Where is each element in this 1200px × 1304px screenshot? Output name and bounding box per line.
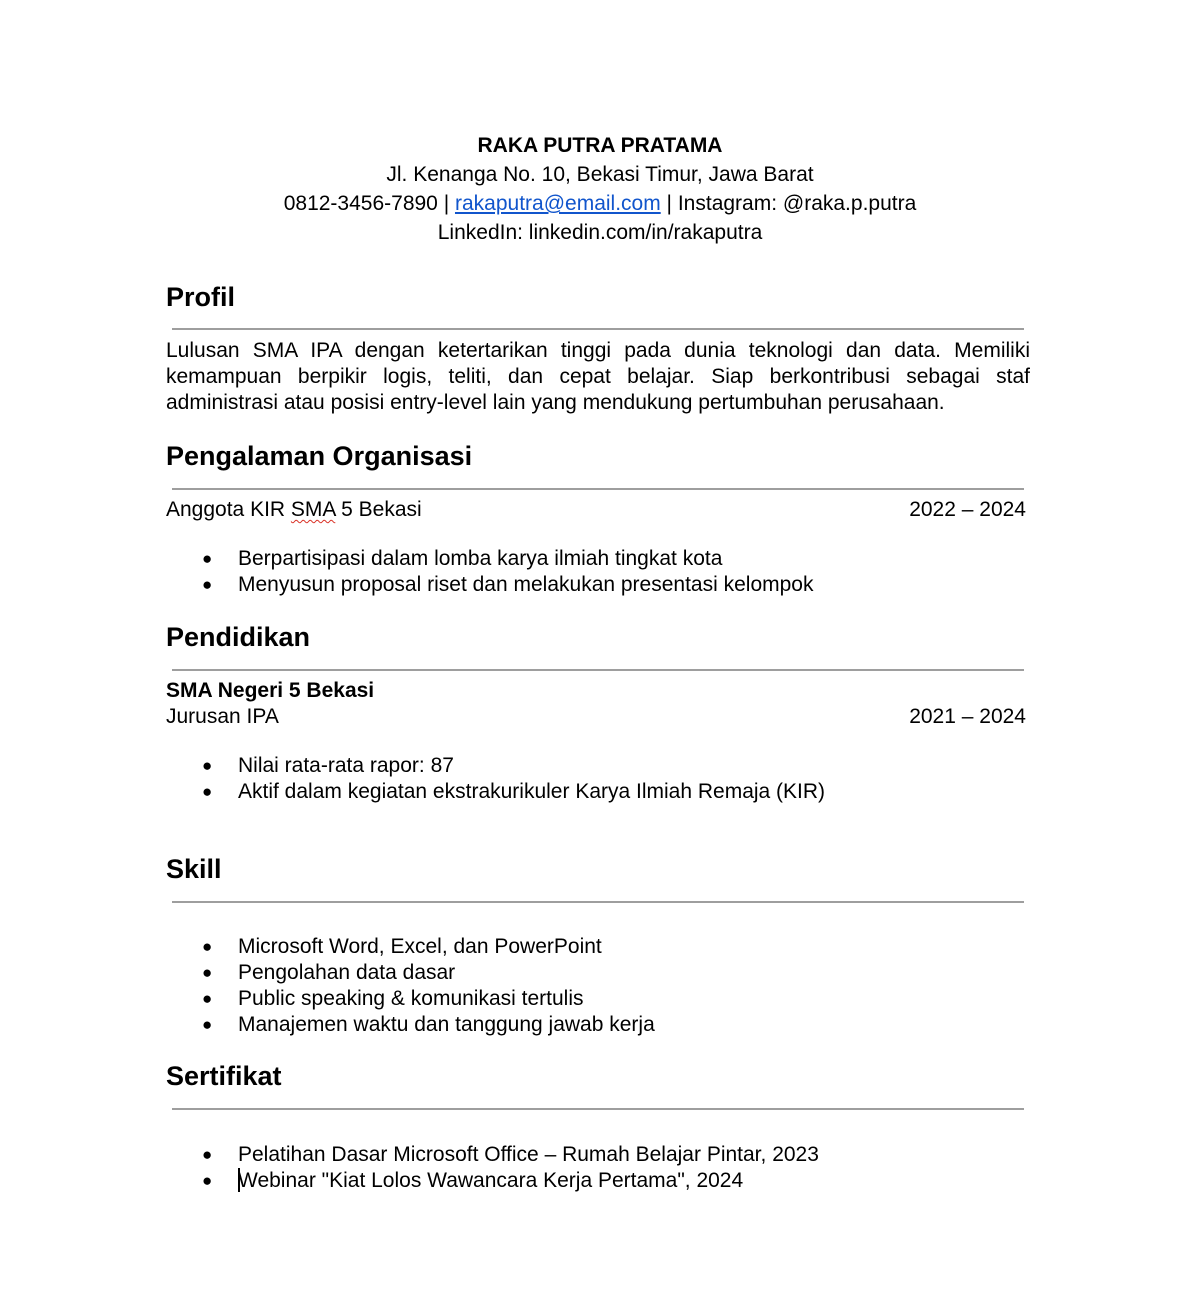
section-divider [172, 1108, 1024, 1110]
section-divider [172, 488, 1024, 490]
skill-bullet-list [0, 934, 655, 1038]
list-item: ● Berpartisipasi dalam lomba karya ilmiah tingkat kota [202, 547, 723, 570]
pendidikan-bullet-list [0, 753, 825, 805]
list-item: ● Public speaking & komunikasi tertulis [202, 987, 584, 1010]
contact-line [0, 189, 1200, 218]
phone-number: 0812-3456-7890 [283, 192, 438, 215]
bullet-icon: ● [202, 756, 213, 775]
profil-text: Lulusan SMA IPA dengan ketertarikan tinggi pada dunia teknologi dan data. Memiliki kemampuan berpikir logis, teliti, dan cepat belajar. Siap berkontribusi sebagai staf administrasi atau posisi entry-level lain yang mendukung pertumbuhan perusahaan. [166, 339, 1030, 414]
organisasi-bullet-list [0, 546, 813, 598]
list-item: ● Aktif dalam kegiatan ekstrakurikuler Karya Ilmiah Remaja (KIR) [202, 780, 826, 803]
bullet-icon: ● [202, 1145, 213, 1164]
organisasi-row [166, 497, 1026, 523]
bullet-icon: ● [202, 575, 213, 594]
resume-header [0, 131, 1200, 247]
linkedin-url: LinkedIn: linkedin.com/in/rakaputra [437, 221, 763, 244]
bullet-icon: ● [202, 963, 213, 982]
list-item: ● Menyusun proposal riset dan melakukan presentasi kelompok [202, 573, 814, 596]
section-title-organisasi: Pengalaman Organisasi [166, 441, 473, 471]
candidate-name: RAKA PUTRA PRATAMA [477, 134, 723, 157]
list-item: ● Manajemen waktu dan tanggung jawab kerja [202, 1013, 655, 1036]
list-item: ● Webinar "Kiat Lolos Wawancara Kerja Pertama", 2024 [202, 1169, 744, 1192]
bullet-icon: ● [202, 1015, 213, 1034]
spellcheck-flagged-word[interactable]: SMA [290, 498, 336, 521]
bullet-icon: ● [202, 782, 213, 801]
bullet-icon: ● [202, 989, 213, 1008]
bullet-icon: ● [202, 937, 213, 956]
school-name: SMA Negeri 5 Bekasi [166, 679, 375, 702]
sertifikat-bullet-list [0, 1142, 819, 1194]
list-item: ● Pengolahan data dasar [202, 961, 456, 984]
pendidikan-period: 2021 – 2024 [909, 705, 1026, 728]
email-link[interactable]: rakaputra@email.com [454, 192, 661, 215]
candidate-address: Jl. Kenanga No. 10, Bekasi Timur, Jawa Barat [386, 163, 814, 186]
pendidikan-row [166, 704, 1026, 730]
section-divider [172, 328, 1024, 330]
contact-separator: | [660, 192, 678, 215]
organisasi-role: Anggota KIR SMA 5 Bekasi [166, 498, 422, 521]
section-title-profil: Profil [166, 282, 236, 312]
section-title-sertifikat: Sertifikat [166, 1061, 282, 1091]
list-item: ● Pelatihan Dasar Microsoft Office – Rumah Belajar Pintar, 2023 [202, 1143, 819, 1166]
section-divider [172, 901, 1024, 903]
list-item: ● Nilai rata-rata rapor: 87 [202, 754, 454, 777]
instagram-handle: Instagram: @raka.p.putra [677, 192, 917, 215]
organisasi-period: 2022 – 2024 [909, 498, 1026, 521]
section-title-pendidikan: Pendidikan [166, 622, 311, 652]
school-major: Jurusan IPA [166, 705, 279, 728]
section-title-skill: Skill [166, 854, 222, 884]
contact-separator: | [437, 192, 455, 215]
list-item: ● Microsoft Word, Excel, dan PowerPoint [202, 935, 602, 958]
bullet-icon: ● [202, 549, 213, 568]
bullet-icon: ● [202, 1171, 213, 1190]
section-divider [172, 669, 1024, 671]
